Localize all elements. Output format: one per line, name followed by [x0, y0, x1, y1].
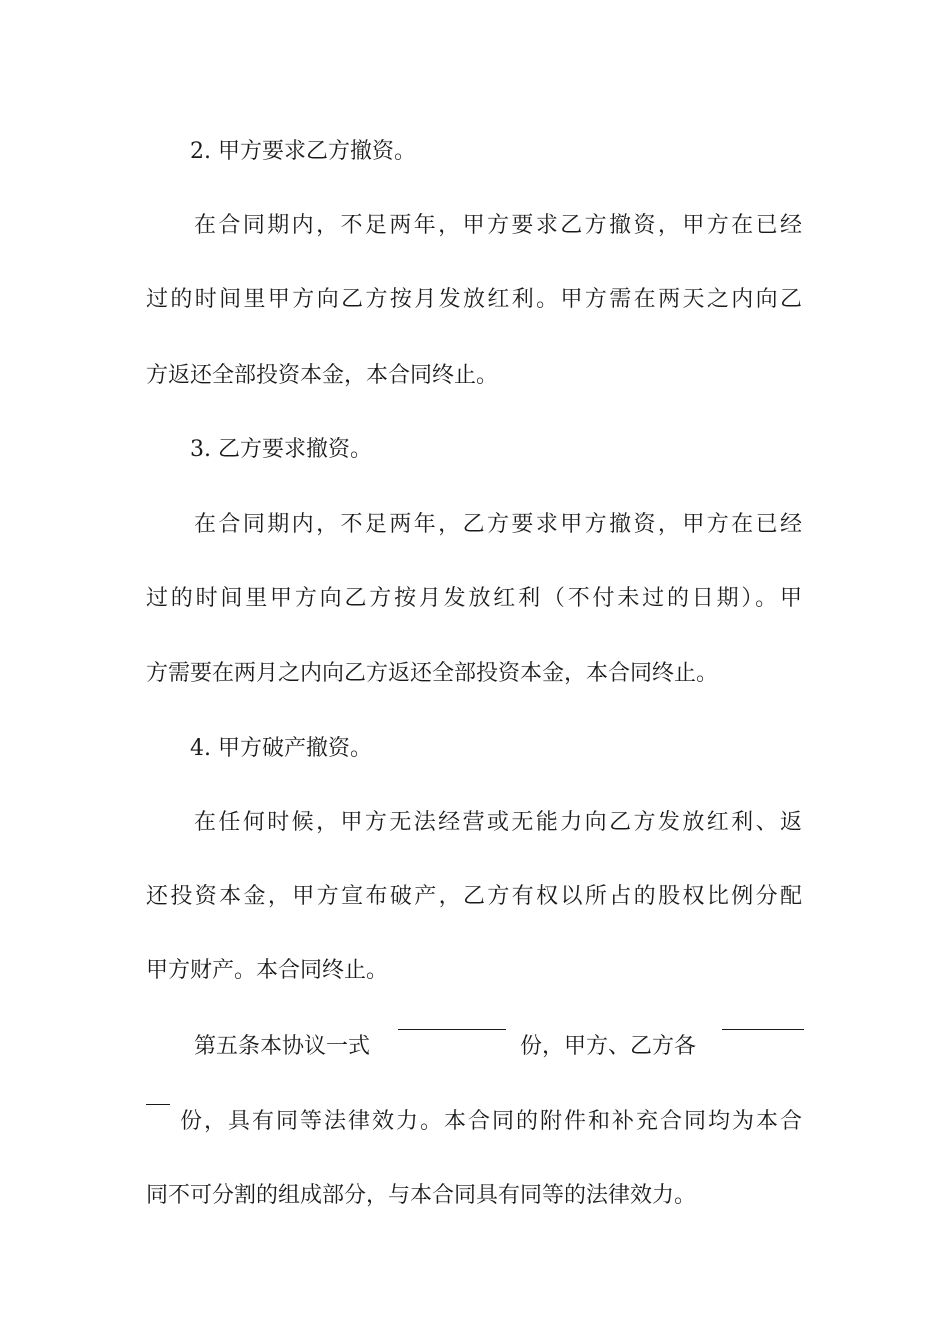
paragraph-line: [0, 358, 950, 394]
copies-each-blank-continued: [146, 1104, 170, 1105]
paragraph-line: [0, 656, 950, 692]
section-heading-3: [0, 432, 950, 468]
heading-text: 3. 乙方要求撤资。: [190, 437, 372, 462]
paragraph-text: 甲方财产。本合同终止。: [146, 958, 389, 983]
paragraph-text: 方需要在两月之内向乙方返还全部投资本金，本合同终止。: [146, 661, 719, 686]
paragraph-text: 过的时间里甲方向乙方按月发放红利。甲方需在两天之内向乙: [146, 287, 802, 312]
article-text: 第五条本协议一式: [194, 1034, 371, 1059]
copies-blank: [398, 1029, 506, 1030]
paragraph-text: 在任何时候，甲方无法经营或无能力向乙方发放红利、返: [194, 810, 802, 835]
heading-text: 2. 甲方要求乙方撤资。: [190, 139, 416, 164]
copies-each-blank: [722, 1029, 804, 1030]
paragraph-line: [0, 581, 950, 617]
section-heading-2: [0, 134, 950, 170]
article-5-line-2: [0, 1104, 950, 1140]
paragraph-text: 在合同期内，不足两年，甲方要求乙方撤资，甲方在已经: [194, 213, 802, 238]
paragraph-line: [0, 208, 950, 244]
article-text: 同不可分割的组成部分，与本合同具有同等的法律效力。: [146, 1183, 697, 1208]
paragraph-text: 过的时间里甲方向乙方按月发放红利（不付未过的日期）。甲: [146, 586, 802, 611]
paragraph-text: 方返还全部投资本金，本合同终止。: [146, 363, 499, 388]
article-text: 份，具有同等法律效力。本合同的附件和补充合同均为本合: [180, 1109, 802, 1134]
paragraph-line: [0, 879, 950, 915]
heading-text: 4. 甲方破产撤资。: [190, 736, 372, 761]
paragraph-line: [0, 953, 950, 989]
article-5-line-1: [0, 1029, 950, 1065]
paragraph-text: 还投资本金，甲方宣布破产，乙方有权以所占的股权比例分配: [146, 884, 802, 909]
paragraph-line: [0, 507, 950, 543]
article-text: 份，甲方、乙方各: [520, 1034, 697, 1059]
paragraph-text: 在合同期内，不足两年，乙方要求甲方撤资，甲方在已经: [194, 512, 802, 537]
article-5-line-3: [0, 1178, 950, 1214]
section-heading-4: [0, 731, 950, 767]
paragraph-line: [0, 805, 950, 841]
paragraph-line: [0, 282, 950, 318]
